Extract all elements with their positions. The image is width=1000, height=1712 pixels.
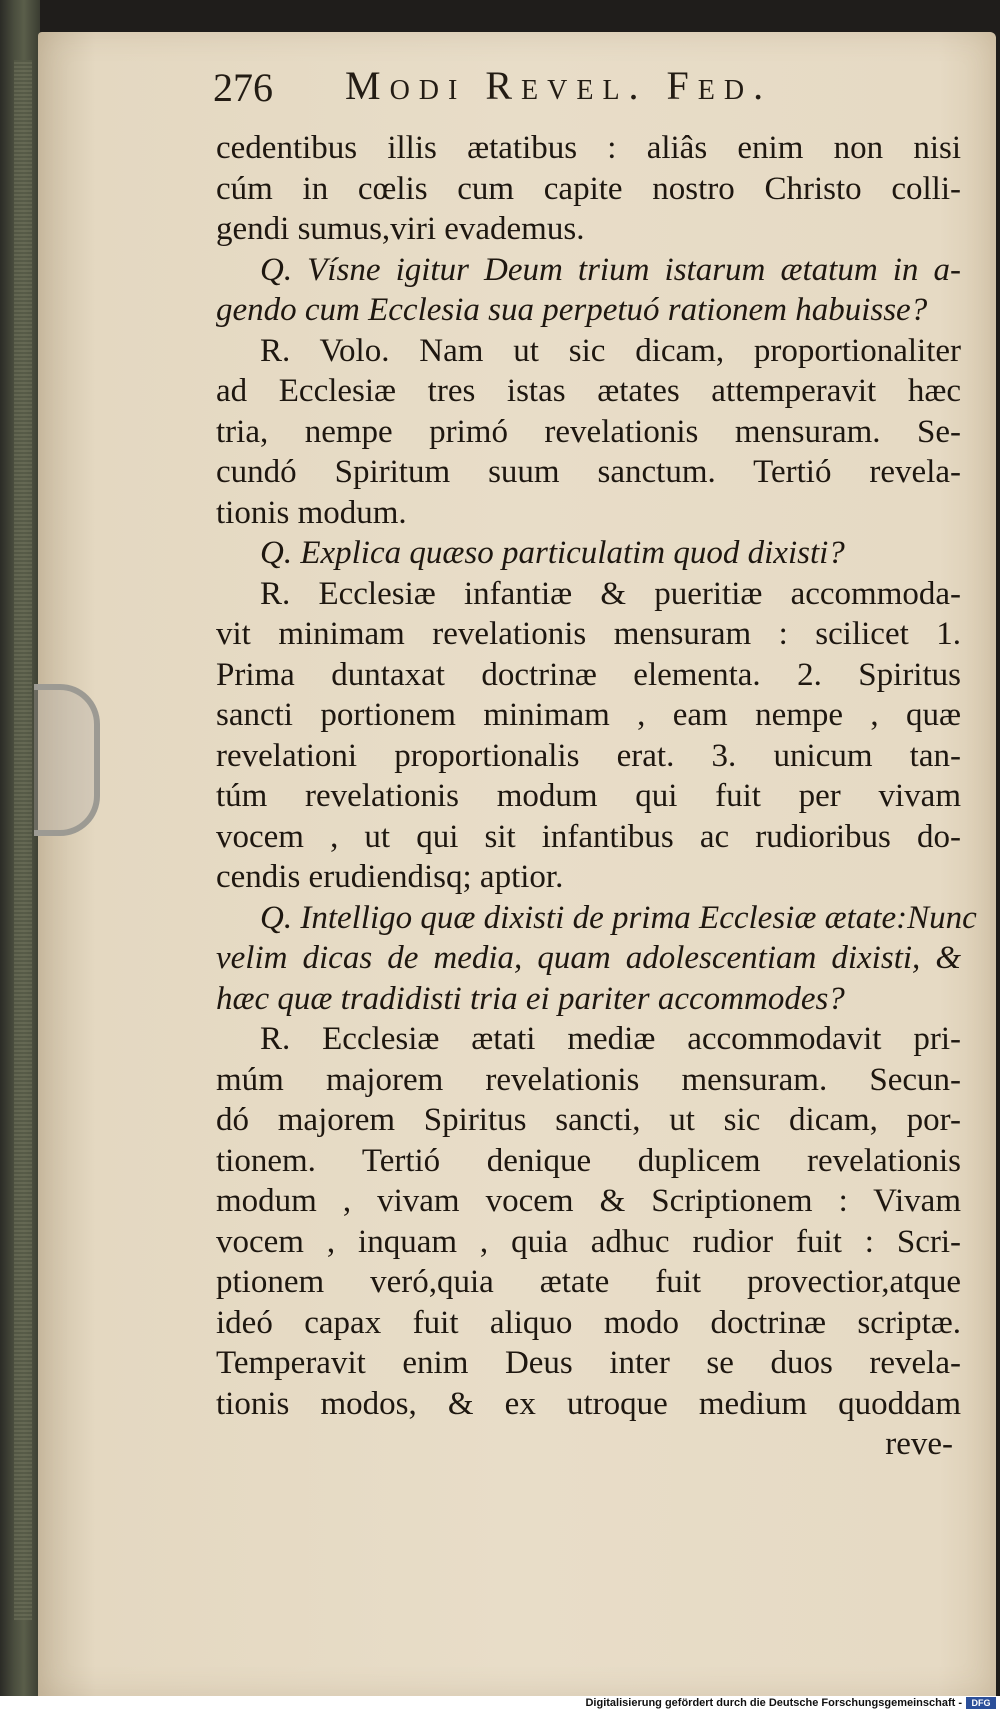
running-head: Modi Revel. Fed. [345,63,773,108]
book-spine-edge [0,0,40,1712]
text-line: Prima duntaxat doctrinæ elementa. 2. Spiritus [216,656,961,693]
text-line: tionem. Tertió denique duplicem revelationis [216,1142,961,1179]
digitization-footer [0,1696,1000,1712]
catchword: reve- [885,1426,953,1462]
text-line: tionis modos, & ex utroque medium quoddam [216,1385,961,1422]
text-line: tionis modum. [216,494,407,531]
text-line: vit minimam revelationis mensuram : scilicet 1. [216,616,961,652]
text-line: Temperavit enim Deus inter se duos revela- [216,1345,961,1381]
page-text [216,128,977,1465]
text-line: cedentibus illis ætatibus : aliâs enim non nisi [216,130,961,166]
text-line: modum , vivam vocem & Scriptionem : Vivam [216,1183,961,1219]
text-line: revelationi proportionalis erat. 3. unicum tan- [216,737,961,774]
question-line: velim dicas de media, quam adolescentiam dixisti, & [216,940,961,976]
page-header [213,58,853,128]
text-line: gendi sumus,viri evademus. [216,211,585,247]
footer-credit: Digitalisierung gefördert durch die Deutsche Forschungsgemeinschaft - [585,1697,962,1709]
question-line: Q. Explica quæso particulatim quod dixisti? [260,535,845,571]
text-line: tria, nempe primó revelationis mensuram. Se- [216,413,961,450]
page-clip [34,684,100,836]
page-edges [14,60,32,1620]
question-line: Q. Intelligo quæ dixisti de prima Ecclesiæ ætate:Nunc [260,899,977,936]
answer-line: R. Ecclesiæ ætati mediæ accommodavit pri- [260,1021,961,1057]
text-line: cundó Spiritum suum sanctum. Tertió revela- [216,454,961,490]
answer-line: R. Volo. Nam ut sic dicam, proportionaliter [260,332,961,369]
text-line: ideó capax fuit aliquo modo doctrinæ scriptæ. [216,1304,961,1341]
text-line: túm revelationis modum qui fuit per vivam [216,778,961,814]
text-line: ptionem veró,quia ætate fuit provectior,atque [216,1264,961,1300]
text-line: vocem , inquam , quia adhuc rudior fuit : Scri- [216,1223,961,1260]
text-line: cendis erudiendisq; aptior. [216,859,564,895]
text-line: vocem , ut qui sit infantibus ac rudioribus do- [216,818,961,855]
dfg-logo-icon: DFG [966,1697,996,1709]
question-line: gendo cum Ecclesia sua perpetuó rationem habuisse? [216,292,928,328]
text-line: cúm in cœlis cum capite nostro Christo colli- [216,170,961,207]
text-line: dó majorem Spiritus sancti, ut sic dicam, por- [216,1102,961,1138]
answer-line: R. Ecclesiæ infantiæ & pueritiæ accommoda- [260,575,961,612]
text-line: múm majorem revelationis mensuram. Secun- [216,1061,961,1098]
question-line: Q. Vísne igitur Deum trium istarum ætatum in a- [260,251,961,288]
text-line: ad Ecclesiæ tres istas ætates attemperavit hæc [216,373,961,409]
text-line: sancti portionem minimam , eam nempe , quæ [216,697,961,733]
page-number: 276 [213,65,273,110]
question-line: hæc quæ tradidisti tria ei pariter accommodes? [216,980,845,1017]
